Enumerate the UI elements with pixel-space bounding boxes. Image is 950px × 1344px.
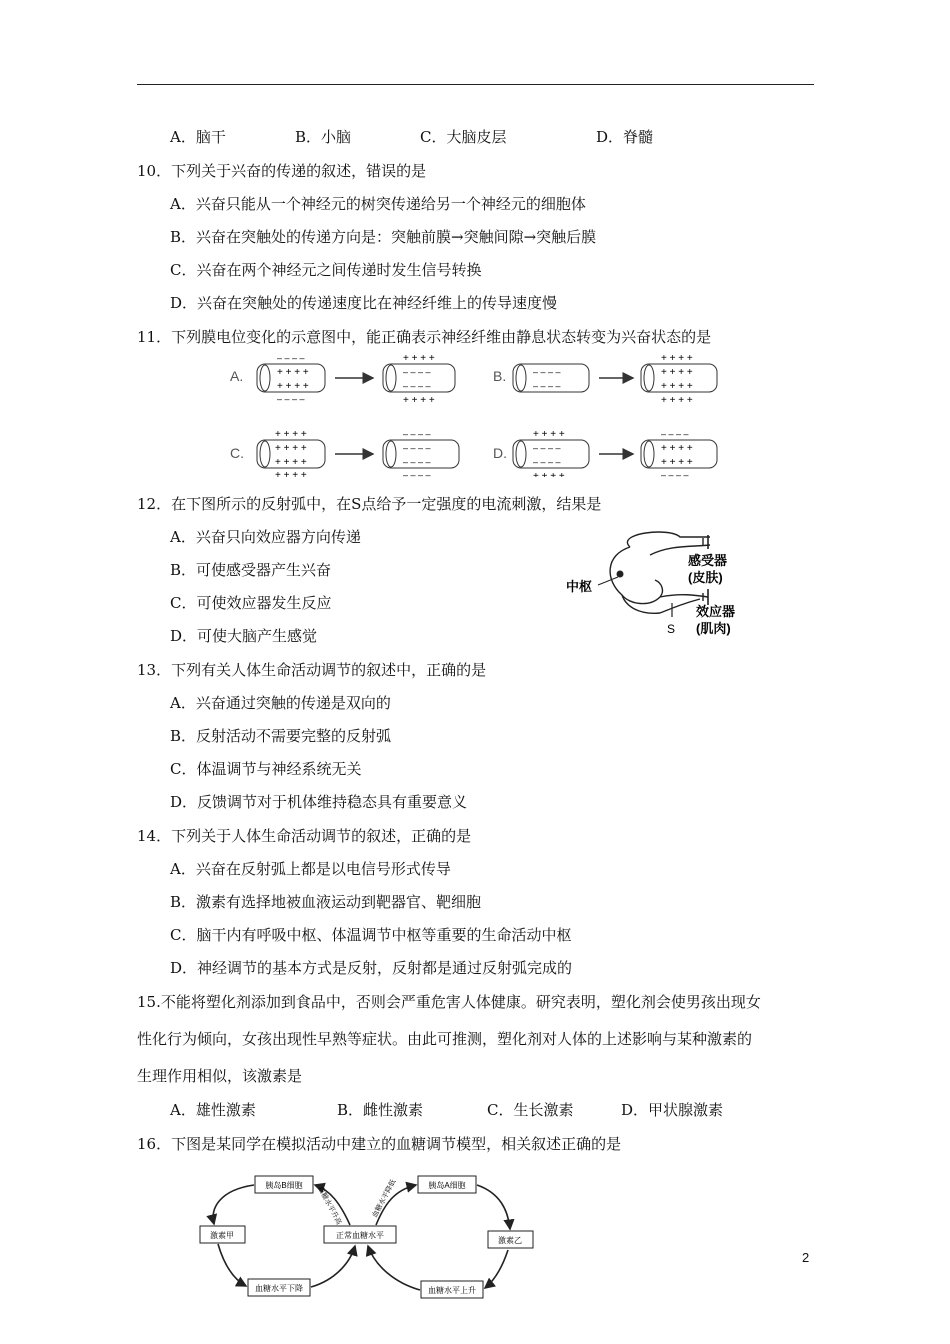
reflex-receptor-label: 感受器 [688,553,728,568]
reflex-arc-figure [560,525,780,640]
q9-option-d: D．脊髓 [596,128,654,146]
q11-a1-inner-bottom: + + + + [277,381,309,392]
q15-line-3: 生理作用相似，该激素是 [137,1067,303,1085]
q9-option-c: C．大脑皮层 [420,128,507,146]
q11-membrane-figure [225,352,745,477]
q11-c1-inner-bottom: + + + + [275,457,307,468]
q11-a2-inner-top: – – – – [403,367,431,377]
q11-b2-inner-top: + + + + [661,367,693,378]
q11-c2-inner-bottom: – – – – [403,457,431,467]
q16-stem: 16．下图是某同学在模拟活动中建立的血糖调节模型，相关叙述正确的是 [137,1135,622,1153]
q10-option-d: D．兴奋在突触处的传递速度比在神经纤维上的传导速度慢 [170,294,558,312]
q11-a1-inner-top: + + + + [277,367,309,378]
reflex-effector-label: 效应器 [696,604,736,619]
q12-option-b: B．可使感受器产生兴奋 [170,561,332,579]
q12-option-d: D．可使大脑产生感觉 [170,627,318,645]
q11-label-b: B. [493,368,507,384]
q11-a2-outer-bottom: + + + + [403,395,435,406]
q11-d1-outer-bottom: + + + + [533,471,565,477]
hormone-b-box: 激素乙 [498,1236,522,1245]
q11-b2-outer-top: + + + + [661,353,693,364]
q11-c1-inner-top: + + + + [275,443,307,454]
q11-d1-outer-top: + + + + [533,429,565,440]
q11-a-resting-fiber [257,353,325,404]
header-rule [137,84,814,85]
rise-label: 血糖水平升高 [316,1185,343,1227]
q11-c2-outer-bottom: – – – – [403,470,431,477]
q9-option-a: A．脑干 [170,128,226,146]
blood-sugar-model-figure [190,1168,550,1304]
q11-b2-inner-bottom: + + + + [661,381,693,392]
high-level-box: 血糖水平上升 [428,1286,476,1295]
q12-option-a: A．兴奋只向效应器方向传递 [170,528,361,546]
q11-label-d: D. [493,445,507,461]
normal-level-box: 正常血糖水平 [336,1231,384,1240]
q11-d2-inner-bottom: + + + + [661,457,693,468]
reflex-receptor-sublabel: (皮肤) [688,570,723,585]
q11-a1-outer-bottom: – – – – [277,394,305,404]
q13-option-c: C．体温调节与神经系统无关 [170,760,362,778]
q11-a-excited-fiber [383,353,455,406]
q11-b-resting-fiber [513,364,589,392]
q11-b-excited-fiber [641,353,717,406]
hormone-a-box: 激素甲 [210,1231,234,1240]
q11-c2-outer-top: – – – – [403,429,431,439]
q11-b1-inner-top: – – – – [533,367,561,377]
q14-stem: 14．下列关于人体生命活动调节的叙述，正确的是 [137,827,472,845]
q11-a2-outer-top: + + + + [403,353,435,364]
q11-c1-outer-top: + + + + [275,429,307,440]
low-level-box: 血糖水平下降 [255,1284,303,1293]
q15-option-b: B．雌性激素 [337,1101,424,1119]
q11-b2-outer-bottom: + + + + [661,395,693,406]
fall-label: 血糖水平降低 [371,1178,398,1219]
q11-d-excited-fiber [641,429,717,477]
q11-a2-inner-bottom: – – – – [403,381,431,391]
q11-d2-inner-top: + + + + [661,443,693,454]
alpha-cell-box: 胰岛A细胞 [428,1181,466,1190]
q13-option-a: A．兴奋通过突触的传递是双向的 [170,694,391,712]
q13-option-d: D．反馈调节对于机体维持稳态具有重要意义 [170,793,468,811]
q11-c-resting-fiber [257,429,325,477]
q14-option-c: C．脑干内有呼吸中枢、体温调节中枢等重要的生命活动中枢 [170,926,572,944]
reflex-s-label: S [667,622,676,636]
q11-a1-outer-top: – – – – [277,353,305,363]
q9-option-b: B．小脑 [295,128,352,146]
q11-d-resting-fiber [513,429,589,477]
q11-label-a: A. [230,368,244,384]
q15-line-1: 15.不能将塑化剂添加到食品中，否则会严重危害人体健康。研究表明，塑化剂会使男孩出现女 [137,993,761,1011]
q12-option-c: C．可使效应器发生反应 [170,594,332,612]
q10-option-c: C．兴奋在两个神经元之间传递时发生信号转换 [170,261,482,279]
beta-cell-box: 胰岛B细胞 [265,1181,303,1190]
page-number: 2 [802,1250,810,1265]
q10-option-b: B．兴奋在突触处的传递方向是：突触前膜→突触间隙→突触后膜 [170,228,597,246]
q13-stem: 13．下列有关人体生命活动调节的叙述中，正确的是 [137,661,487,679]
q11-d2-outer-top: – – – – [661,429,689,439]
q14-option-d: D．神经调节的基本方式是反射，反射都是通过反射弧完成的 [170,959,573,977]
q11-stem: 11．下列膜电位变化的示意图中，能正确表示神经纤维由静息状态转变为兴奋状态的是 [137,328,712,346]
q10-option-a: A．兴奋只能从一个神经元的树突传递给另一个神经元的细胞体 [170,195,586,213]
q11-d2-outer-bottom: – – – – [661,470,689,477]
q15-line-2: 性化行为倾向，女孩出现性早熟等症状。由此可推测，塑化剂对人体的上述影响与某种激素的 [137,1030,753,1048]
q12-stem: 12．在下图所示的反射弧中，在S点给予一定强度的电流刺激，结果是 [137,495,602,513]
q14-option-b: B．激素有选择地被血液运动到靶器官、靶细胞 [170,893,482,911]
q11-c1-outer-bottom: + + + + [275,470,307,477]
q11-b1-inner-bottom: – – – – [533,381,561,391]
q15-option-a: A．雄性激素 [170,1101,256,1119]
q11-c2-inner-top: – – – – [403,443,431,453]
q10-stem: 10．下列关于兴奋的传递的叙述，错误的是 [137,162,427,180]
q11-d1-inner-bottom: – – – – [533,457,561,467]
q15-option-c: C．生长激素 [487,1101,574,1119]
reflex-effector-sublabel: (肌肉) [696,621,731,636]
q11-c-excited-fiber [383,429,459,477]
q15-option-d: D．甲状腺激素 [621,1101,724,1119]
q13-option-b: B．反射活动不需要完整的反射弧 [170,727,392,745]
q11-label-c: C. [230,445,244,461]
q14-option-a: A．兴奋在反射弧上都是以电信号形式传导 [170,860,451,878]
reflex-center-label: 中枢 [566,579,593,594]
q11-d1-inner-top: – – – – [533,443,561,453]
